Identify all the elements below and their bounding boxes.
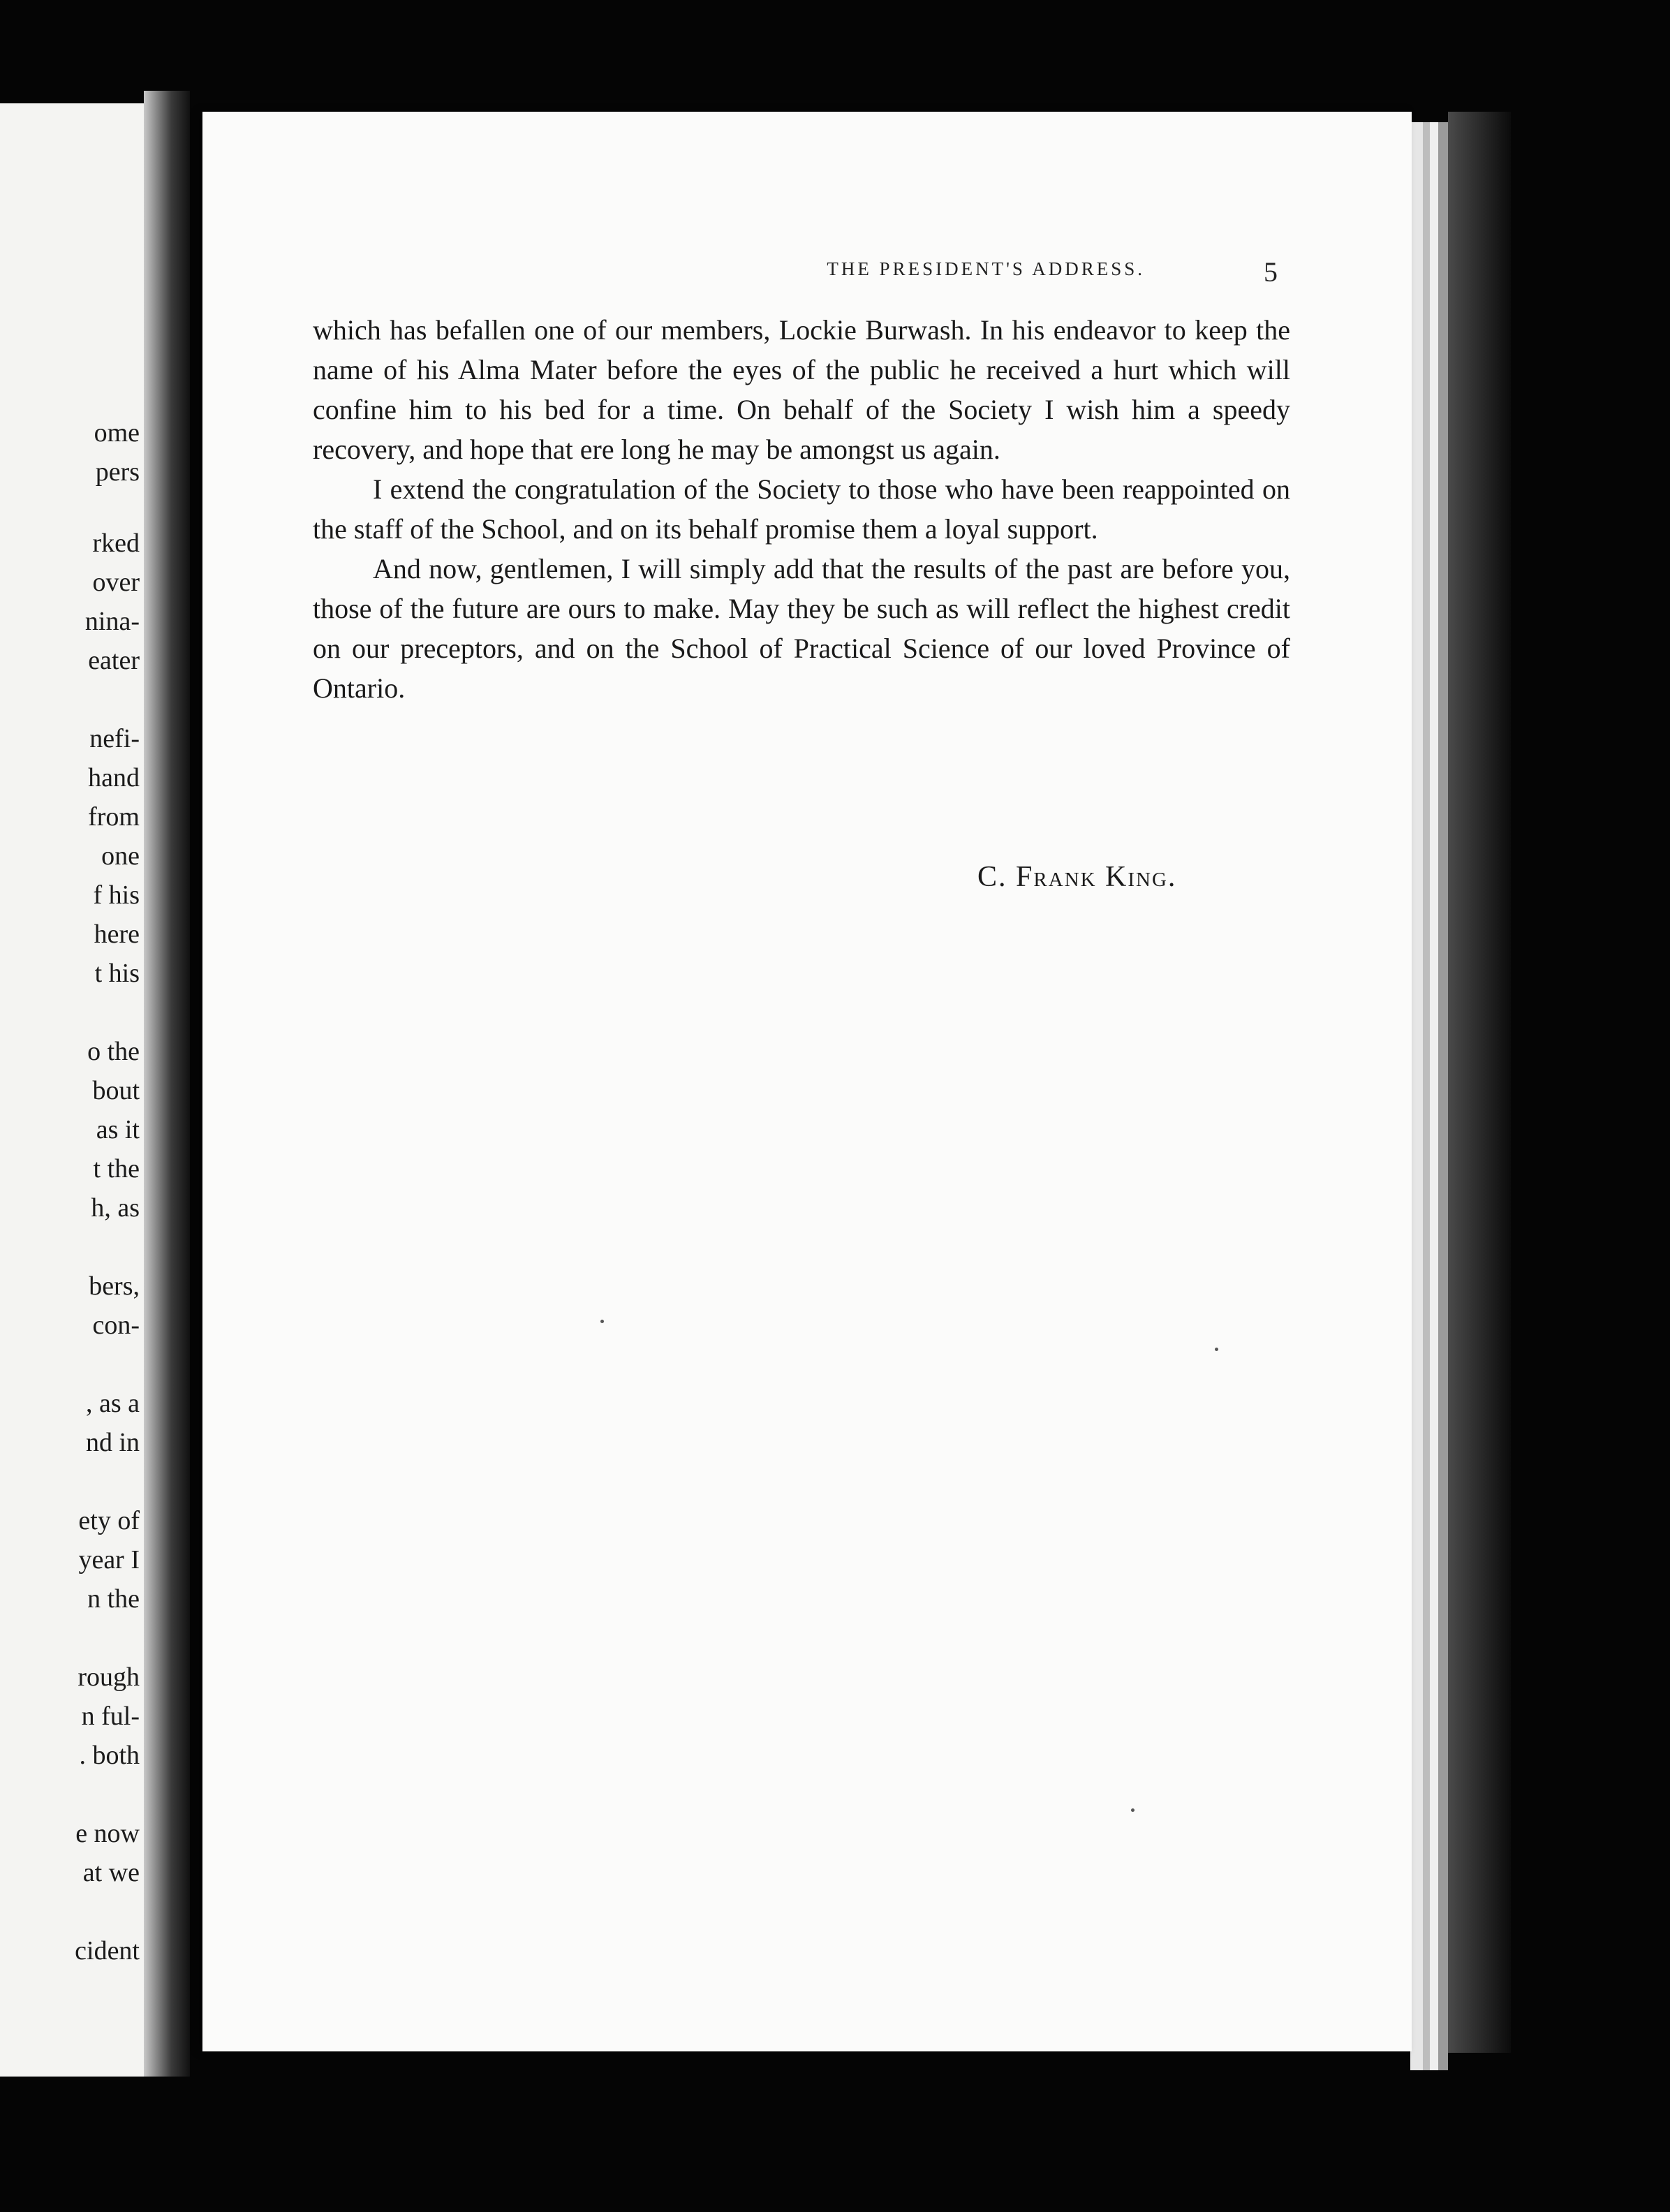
left-fragment: bers, xyxy=(89,1271,140,1301)
left-fragment: ety of xyxy=(78,1506,140,1535)
left-fragment: as it xyxy=(96,1115,140,1144)
left-fragment: from xyxy=(88,802,140,832)
left-fragment: n the xyxy=(87,1584,140,1614)
running-head: THE PRESIDENT'S ADDRESS. xyxy=(827,258,1145,279)
paragraph: I extend the congratulation of the Society to those who have been reappointed on the staff of the School, and on its behalf promise them a loyal support. xyxy=(313,473,1290,545)
left-fragment: . both xyxy=(79,1741,140,1770)
page-edge xyxy=(1430,122,1438,2070)
left-fragment: cident xyxy=(75,1936,140,1966)
page-number: 5 xyxy=(1264,256,1278,288)
left-fragment: at we xyxy=(82,1858,140,1887)
body-text xyxy=(313,310,1290,708)
left-fragment: h, as xyxy=(91,1193,140,1223)
paper-speck xyxy=(1131,1808,1135,1812)
left-fragment: pers xyxy=(95,457,140,487)
left-fragment: here xyxy=(94,920,140,949)
left-fragment: nina- xyxy=(84,607,140,636)
left-fragment: n ful- xyxy=(81,1702,140,1731)
paragraph: And now, gentlemen, I will simply add that the results of the past are before you, those of the future are ours to make. May they be such as will reflect the highest credit on our preceptors, and on the School of Practical Science of our loved Province of Ontario. xyxy=(313,553,1290,704)
left-fragment: f his xyxy=(93,880,140,910)
page-edge xyxy=(1410,122,1423,2070)
left-fragment: rough xyxy=(77,1662,140,1692)
paper-speck xyxy=(600,1320,604,1323)
left-fragment: over xyxy=(92,568,140,597)
left-fragment: year I xyxy=(78,1545,140,1575)
left-fragment: , as a xyxy=(85,1389,140,1418)
left-fragment: ome xyxy=(94,418,140,448)
book-page xyxy=(202,112,1412,2051)
page-edge xyxy=(1423,122,1430,2070)
left-fragment: e now xyxy=(75,1819,140,1848)
left-fragment: eater xyxy=(88,646,140,675)
left-fragment: t the xyxy=(93,1154,140,1184)
left-fragment: hand xyxy=(88,763,140,792)
left-fragment: rked xyxy=(92,529,140,558)
signature: C. Frank King. xyxy=(977,861,1177,893)
left-fragment: one xyxy=(101,841,140,871)
book-fore-edge xyxy=(1448,112,1511,2053)
left-fragment: nd in xyxy=(85,1428,140,1457)
left-fragment: con- xyxy=(92,1311,140,1340)
paper-speck xyxy=(1215,1348,1218,1351)
left-fragment: t his xyxy=(94,959,140,988)
page-edge xyxy=(1438,122,1448,2070)
left-fragment: bout xyxy=(92,1076,140,1105)
book-gutter xyxy=(144,91,190,2077)
left-fragment: nefi- xyxy=(89,724,140,753)
left-fragment: o the xyxy=(87,1037,140,1066)
paragraph: which has befallen one of our members, Lockie Burwash. In his endeavor to keep the name of his Alma Mater before the eyes of the public he received a hurt which will confine him to his bed for a time. On behalf of the Society I wish him a speedy recovery, and hope that ere long he may be amongst us again. xyxy=(313,314,1290,465)
